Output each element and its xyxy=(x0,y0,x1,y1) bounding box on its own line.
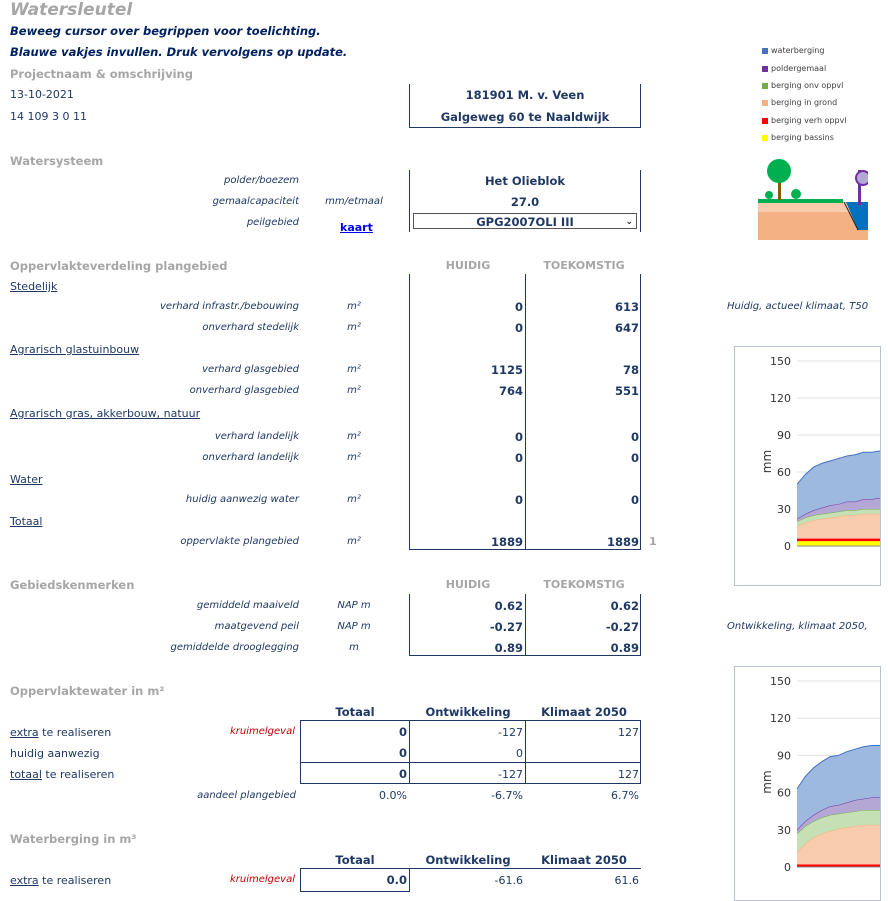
tree-icon xyxy=(767,159,791,183)
legend-item xyxy=(762,81,843,90)
ow-extra-rest: te realiseren xyxy=(38,726,112,739)
opp-table-bottom-border xyxy=(409,549,641,550)
row-unit: m² xyxy=(347,431,361,442)
chart-ontwikkeling xyxy=(734,666,881,901)
project-code: 14 109 3 0 11 xyxy=(10,110,87,123)
ow-col-klimaat: Klimaat 2050 xyxy=(541,705,627,719)
ow-totaal-label xyxy=(10,768,114,781)
cat-totaal: Totaal xyxy=(10,515,43,528)
legend-swatch xyxy=(762,48,768,54)
ratio-value: 1 xyxy=(649,535,657,548)
totaal-toekomstig: 1889 xyxy=(606,535,639,549)
ow-right-border xyxy=(640,720,641,784)
opp-table-right-border xyxy=(640,274,641,550)
legend-item xyxy=(762,64,826,73)
y-tick-label: 150 xyxy=(770,675,791,688)
drooglegging-toekomstig: 0.89 xyxy=(610,641,639,655)
legend-swatch xyxy=(762,66,768,72)
wb-extra-label xyxy=(10,874,111,887)
y-tick-label: 90 xyxy=(777,429,791,442)
peilgebied-selected: GPG2007OLI III xyxy=(476,215,574,229)
oppwater-section-label: Oppervlaktewater in m² xyxy=(10,684,165,698)
wb-col-ontwikkeling: Ontwikkeling xyxy=(425,853,511,867)
ow-col-totaal: Totaal xyxy=(335,705,375,719)
legend-label: berging in grond xyxy=(771,98,838,107)
cat-landelijk: Agrarisch gras, akkerbouw, natuur xyxy=(10,407,201,420)
ow-totaal-klimaat: 127 xyxy=(618,768,639,781)
ow-col-ontwikkeling: Ontwikkeling xyxy=(425,705,511,719)
water-huidig[interactable]: 0 xyxy=(514,493,523,507)
y-tick-label: 60 xyxy=(777,786,791,800)
ow-extra-totaal: 0 xyxy=(398,725,407,739)
ow-huidig-totaal: 0 xyxy=(398,746,407,760)
bush-icon xyxy=(791,189,801,199)
row-label: maatgevend peil xyxy=(214,621,299,632)
ow-bottom-line xyxy=(300,783,641,784)
ow-huidig-label: huidig aanwezig xyxy=(10,747,100,760)
verhard-glas-huidig[interactable]: 1125 xyxy=(490,363,523,377)
gemaal-label: gemaalcapaciteit xyxy=(212,196,299,207)
y-tick-label: 90 xyxy=(777,749,791,763)
onverhard-glas-huidig[interactable]: 764 xyxy=(498,384,523,398)
row-label: gemiddelde drooglegging xyxy=(170,642,299,653)
project-name-field[interactable]: 181901 M. v. Veen xyxy=(465,88,585,102)
ow-aandeel-ontw: -6.7% xyxy=(491,789,523,802)
ow-extra-label xyxy=(10,726,111,739)
y-tick-label: 150 xyxy=(770,355,791,368)
onverhard-landelijk-toekomstig[interactable]: 0 xyxy=(630,451,639,465)
instruction-hover: Beweeg cursor over begrippen voor toelichting. xyxy=(10,24,321,38)
project-box-right-border xyxy=(640,84,641,128)
chart-ontwikkeling-svg xyxy=(735,667,880,900)
ow-totaal-ontw: -127 xyxy=(498,768,523,781)
project-section-label: Projectnaam & omschrijving xyxy=(10,67,193,81)
row-unit: m² xyxy=(347,536,361,547)
row-unit: m xyxy=(349,642,359,653)
peil-huidig[interactable]: -0.27 xyxy=(489,620,523,634)
legend-label: waterberging xyxy=(771,46,825,55)
ken-table-right-border xyxy=(640,594,641,656)
app-title: Watersleutel xyxy=(10,0,133,20)
row-unit: NAP m xyxy=(337,621,371,632)
oppervlakte-section-label: Oppervlakteverdeling plangebied xyxy=(10,259,228,273)
row-label: verhard infrastr./bebouwing xyxy=(160,301,299,312)
wb-extra-underlined: extra xyxy=(10,874,39,887)
row-label: onverhard glasgebied xyxy=(189,385,299,396)
chevron-down-icon[interactable]: ⌄ xyxy=(625,217,633,227)
chart-huidig-svg xyxy=(735,347,880,585)
row-unit: m² xyxy=(347,364,361,375)
polder-value[interactable]: Het Olieblok xyxy=(484,174,566,188)
chart2-caption: Ontwikkeling, klimaat 2050, xyxy=(727,621,868,632)
legend-label: poldergemaal xyxy=(771,64,827,73)
watersysteem-box-right-border xyxy=(640,170,641,232)
wb-kruimelgeval: kruimelgeval xyxy=(229,874,295,885)
opp-col-huidig: HUIDIG xyxy=(445,259,491,272)
row-unit: m² xyxy=(347,385,361,396)
y-tick-label: 60 xyxy=(777,466,791,479)
chart1-caption: Huidig, actueel klimaat, T50 xyxy=(727,301,869,312)
row-unit: m² xyxy=(347,322,361,333)
legend-swatch xyxy=(762,118,768,124)
instruction-fill: Blauwe vakjes invullen. Druk vervolgens op update. xyxy=(10,45,348,59)
ow-aandeel-klimaat: 6.7% xyxy=(611,789,639,802)
opp-col-toekomstig: TOEKOMSTIG xyxy=(543,259,625,272)
row-unit: m² xyxy=(347,452,361,463)
legend-label: berging verh oppvl xyxy=(771,116,847,125)
ow-aandeel-label: aandeel plangebied xyxy=(197,790,296,801)
ken-table-bottom-border xyxy=(409,655,641,656)
row-label: onverhard stedelijk xyxy=(202,322,299,333)
y-axis-label: mm xyxy=(760,770,774,794)
opp-table-mid-border xyxy=(525,274,526,550)
ken-col-huidig: HUIDIG xyxy=(445,578,491,591)
ow-totaal-rest: te realiseren xyxy=(41,768,115,781)
legend-swatch xyxy=(762,83,768,89)
legend-label: berging bassins xyxy=(771,133,834,142)
maaiveld-huidig[interactable]: 0.62 xyxy=(494,599,523,613)
ow-totaal-underlined: totaal xyxy=(10,768,42,781)
onverhard-stedelijk-toekomstig[interactable]: 647 xyxy=(614,321,639,335)
onverhard-landelijk-huidig[interactable]: 0 xyxy=(514,451,523,465)
legend-swatch xyxy=(762,100,768,106)
opp-table-left-border xyxy=(409,274,410,550)
wb-col-totaal: Totaal xyxy=(335,853,375,867)
ow-extra-klimaat: 127 xyxy=(618,726,639,739)
kenmerken-section-label: Gebiedskenmerken xyxy=(10,578,135,592)
ow-mid-line xyxy=(300,762,641,763)
landscape-illustration xyxy=(758,150,868,240)
cat-stedelijk: Stedelijk xyxy=(10,280,58,293)
row-label: verhard landelijk xyxy=(214,431,299,442)
bush-icon xyxy=(765,191,773,199)
drooglegging-huidig: 0.89 xyxy=(494,641,523,655)
ow-header-line xyxy=(300,720,641,721)
legend-item xyxy=(762,46,824,55)
project-date: 13-10-2021 xyxy=(10,88,74,101)
onverhard-stedelijk-huidig[interactable]: 0 xyxy=(514,321,523,335)
wb-extra-ontw: -61.6 xyxy=(494,874,523,887)
wb-extra-rest: te realiseren xyxy=(38,874,112,887)
wb-bottom-line xyxy=(300,891,410,892)
y-tick-label: 30 xyxy=(777,823,791,837)
totaal-huidig: 1889 xyxy=(490,535,523,549)
row-label: gemiddeld maaiveld xyxy=(196,600,299,611)
ow-kruimelgeval: kruimelgeval xyxy=(229,726,295,737)
onverhard-glas-toekomstig[interactable]: 551 xyxy=(614,384,639,398)
wb-header-line xyxy=(300,868,641,869)
wb-col-klimaat: Klimaat 2050 xyxy=(541,853,627,867)
kaart-link[interactable]: kaart xyxy=(340,221,373,234)
y-tick-label: 30 xyxy=(777,503,791,516)
verhard-landelijk-toekomstig[interactable]: 0 xyxy=(630,430,639,444)
y-tick-label: 120 xyxy=(770,712,791,726)
legend-item xyxy=(762,98,837,107)
row-unit: m² xyxy=(347,301,361,312)
maaiveld-toekomstig[interactable]: 0.62 xyxy=(610,599,639,613)
y-tick-label: 120 xyxy=(770,392,791,405)
kaart-link-wrap xyxy=(340,216,373,235)
project-location-field[interactable]: Galgeweg 60 te Naaldwijk xyxy=(440,110,610,124)
verhard-glas-toekomstig[interactable]: 78 xyxy=(622,363,639,377)
gemaal-value[interactable]: 27.0 xyxy=(510,195,540,209)
polder-label: polder/boezem xyxy=(224,175,299,186)
row-label: oppervlakte plangebied xyxy=(180,536,299,547)
legend-item xyxy=(762,133,834,142)
peilgebied-label: peilgebied xyxy=(246,217,299,228)
wb-extra-totaal: 0.0 xyxy=(386,873,407,887)
waterberging-section-label: Waterberging in m³ xyxy=(10,832,137,846)
legend-label: berging onv oppvl xyxy=(771,81,844,90)
row-unit: NAP m xyxy=(337,600,371,611)
cat-water: Water xyxy=(10,473,43,486)
verhard-infra-toekomstig[interactable]: 613 xyxy=(614,300,639,314)
y-tick-label: 0 xyxy=(784,540,791,553)
row-label: huidig aanwezig water xyxy=(185,494,299,505)
ow-extra-underlined: extra xyxy=(10,726,39,739)
ow-extra-ontw: -127 xyxy=(498,726,523,739)
y-axis-label: mm xyxy=(760,449,774,474)
chart-huidig xyxy=(734,346,881,586)
project-box-bottom-border xyxy=(409,127,641,128)
row-label: verhard glasgebied xyxy=(202,364,299,375)
pump-icon xyxy=(856,171,868,185)
wb-extra-klimaat: 61.6 xyxy=(614,874,639,887)
grass-shape xyxy=(758,199,843,203)
legend-item xyxy=(762,116,847,125)
ow-huidig-ontw: 0 xyxy=(516,747,523,760)
row-label: onverhard landelijk xyxy=(202,452,299,463)
ow-totaal-totaal: 0 xyxy=(398,767,407,781)
gemaal-unit: mm/etmaal xyxy=(325,196,383,207)
area-berging-bassins xyxy=(797,541,880,546)
verhard-infra-huidig[interactable]: 0 xyxy=(514,300,523,314)
cat-glastuinbouw: Agrarisch glastuinbouw xyxy=(10,343,140,356)
watersysteem-section-label: Watersysteem xyxy=(10,154,104,168)
water-toekomstig[interactable]: 0 xyxy=(630,493,639,507)
verhard-landelijk-huidig[interactable]: 0 xyxy=(514,430,523,444)
ken-col-toekomstig: TOEKOMSTIG xyxy=(543,578,625,591)
y-tick-label: 0 xyxy=(784,861,791,874)
peilgebied-select[interactable] xyxy=(413,213,637,229)
peil-toekomstig[interactable]: -0.27 xyxy=(605,620,639,634)
legend-swatch xyxy=(762,135,768,141)
row-unit: m² xyxy=(347,494,361,505)
ow-aandeel-totaal: 0.0% xyxy=(379,789,407,802)
